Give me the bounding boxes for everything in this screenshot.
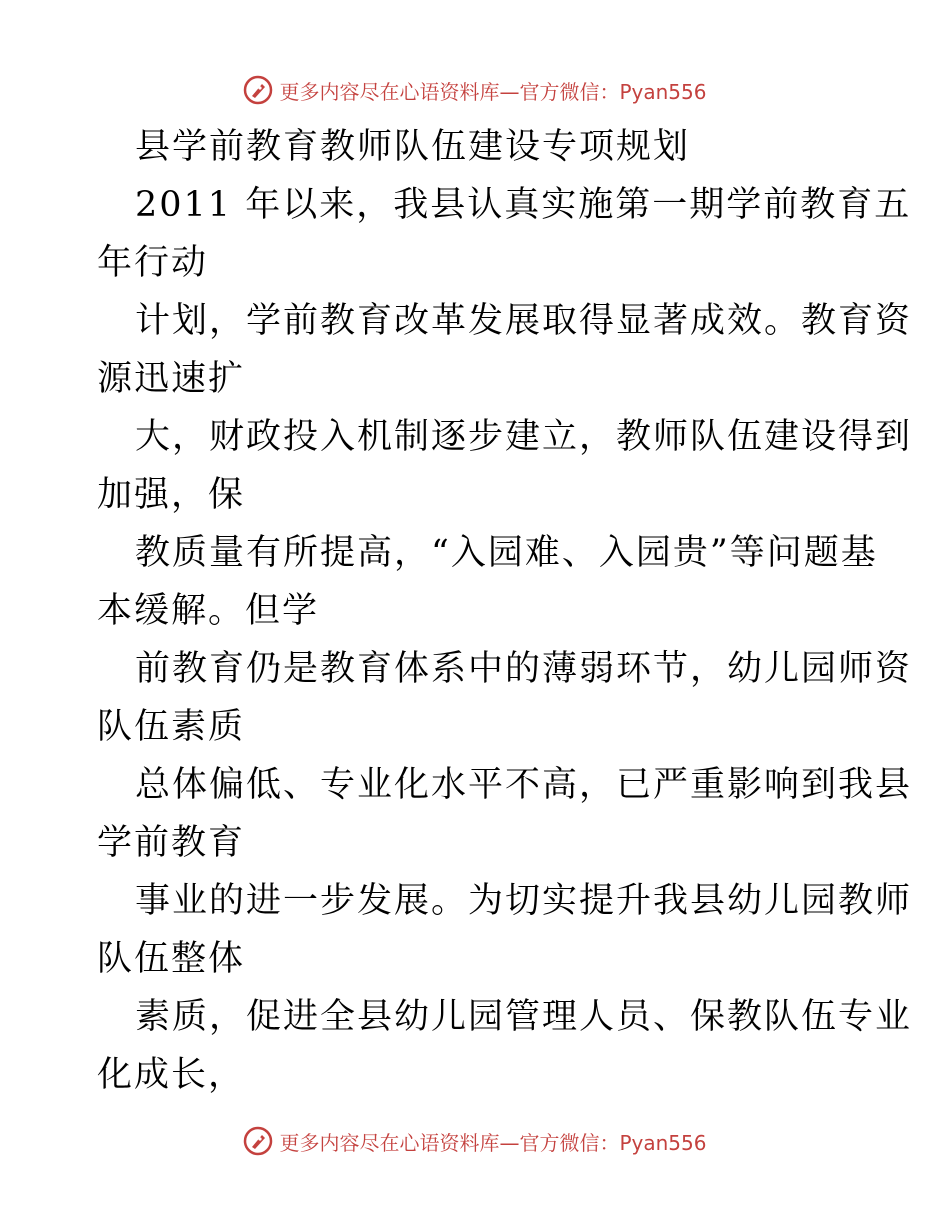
text-line: 化成长， bbox=[97, 1055, 246, 1095]
text-line: 学前教育 bbox=[97, 823, 246, 863]
header-banner bbox=[0, 70, 950, 110]
footer-banner-text: 更多内容尽在心语资料库—官方微信：Pyan556 bbox=[279, 1130, 707, 1155]
pen-nib-logo-icon bbox=[243, 1126, 273, 1156]
text-line: 事业的进一步发展。为切实提升我县幼儿园教师 bbox=[135, 881, 913, 921]
text-line: 源迅速扩 bbox=[97, 359, 246, 399]
header-banner-text: 更多内容尽在心语资料库—官方微信：Pyan556 bbox=[279, 79, 707, 104]
footer-banner bbox=[0, 1121, 950, 1161]
paragraph bbox=[97, 176, 913, 1104]
text-line: 前教育仍是教育体系中的薄弱环节，幼儿园师资 bbox=[135, 649, 913, 689]
text-line: 教质量有所提高，“入园难、入园贵”等问题基 bbox=[135, 533, 878, 573]
document-body bbox=[97, 118, 913, 1104]
text-line: 2011 年以来，我县认真实施第一期学前教育五 bbox=[135, 185, 912, 225]
pen-nib-logo-icon bbox=[243, 75, 273, 105]
document-title: 县学前教育教师队伍建设专项规划 bbox=[135, 127, 691, 167]
text-line: 加强，保 bbox=[97, 475, 246, 515]
text-line: 总体偏低、专业化水平不高，已严重影响到我县 bbox=[135, 765, 913, 805]
text-line: 大，财政投入机制逐步建立，教师队伍建设得到 bbox=[135, 417, 913, 457]
text-line: 队伍素质 bbox=[97, 707, 246, 747]
text-line: 本缓解。但学 bbox=[97, 591, 320, 631]
text-line: 队伍整体 bbox=[97, 939, 246, 979]
text-line: 素质，促进全县幼儿园管理人员、保教队伍专业 bbox=[135, 997, 913, 1037]
text-line: 计划，学前教育改革发展取得显著成效。教育资 bbox=[135, 301, 913, 341]
text-line: 年行动 bbox=[97, 243, 209, 283]
